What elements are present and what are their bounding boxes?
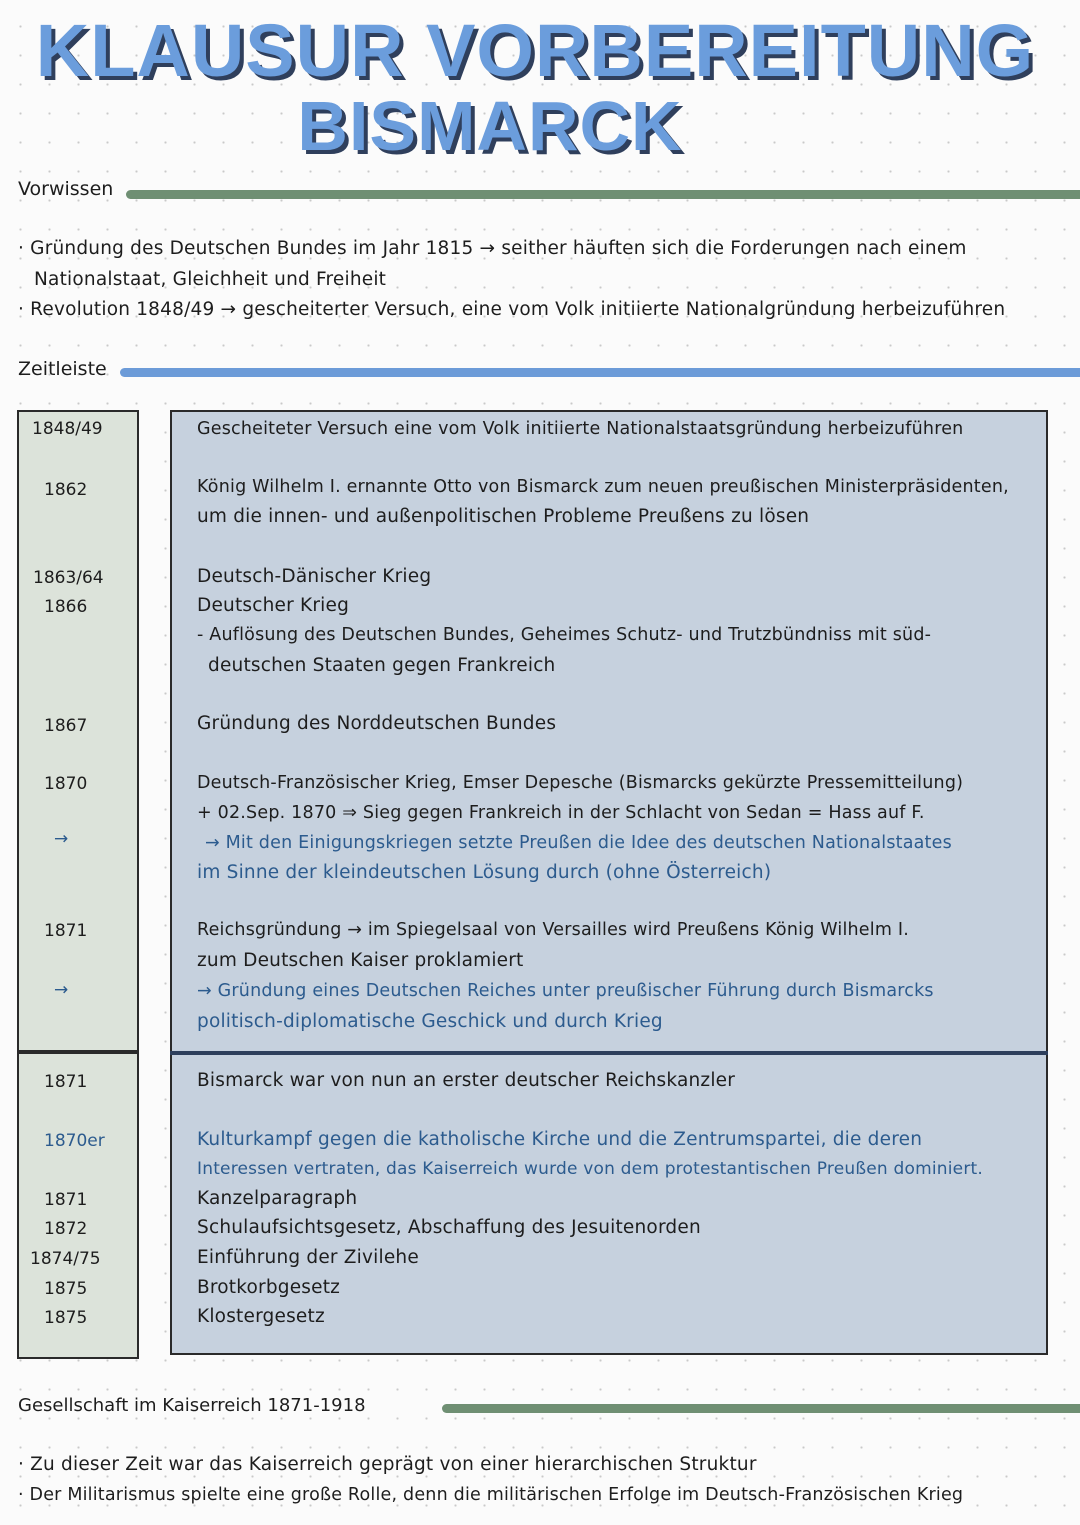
year-label: 1848/49: [32, 419, 103, 439]
box-divider: [170, 1051, 1048, 1055]
event-text: Interessen vertraten, das Kaiserreich wurde von dem protestantischen Preußen dominiert.: [197, 1159, 983, 1179]
box-divider: [17, 1050, 139, 1054]
divider-green: [126, 190, 1080, 199]
event-text: deutschen Staaten gegen Frankreich: [208, 655, 556, 676]
year-label: 1872: [44, 1219, 88, 1239]
vorwissen-line: · Gründung des Deutschen Bundes im Jahr 1815 → seither häuften sich die Forderungen nach einem: [18, 238, 967, 259]
title-line-2: BISMARCK: [297, 87, 683, 165]
event-text: Schulaufsichtsgesetz, Abschaffung des Jesuitenorden: [197, 1217, 701, 1238]
event-text: Deutsch-Französischer Krieg, Emser Depesche (Bismarcks gekürzte Pressemitteilung): [197, 773, 964, 793]
section-heading-zeitleiste: Zeitleiste: [18, 358, 107, 380]
section-heading-gesellschaft: Gesellschaft im Kaiserreich 1871-1918: [18, 1395, 366, 1416]
event-text: + 02.Sep. 1870 ⇒ Sieg gegen Frankreich in der Schlacht von Sedan = Hass auf F.: [197, 803, 925, 823]
divider-blue: [120, 368, 1080, 377]
event-text: König Wilhelm I. ernannte Otto von Bismarck zum neuen preußischen Ministerpräsidenten,: [197, 477, 1009, 497]
event-text: - Auflösung des Deutschen Bundes, Geheimes Schutz- und Trutzbündniss mit süd-: [197, 625, 932, 645]
vorwissen-line: Nationalstaat, Gleichheit und Freiheit: [34, 269, 387, 290]
year-label: 1867: [44, 716, 88, 736]
event-text: Brotkorbgesetz: [197, 1277, 341, 1298]
year-label: 1871: [44, 1072, 88, 1092]
year-label: 1866: [44, 597, 88, 617]
event-text: um die innen- und außenpolitischen Probleme Preußens zu lösen: [197, 506, 810, 527]
event-text: Kulturkampf gegen die katholische Kirche und die Zentrumspartei, die deren: [197, 1129, 923, 1150]
title-line-1: KLAUSUR VORBEREITUNG: [35, 9, 1035, 92]
year-label: 1875: [44, 1308, 88, 1328]
year-label: 1871: [44, 921, 88, 941]
event-text: Gescheiteter Versuch eine vom Volk initiierte Nationalstaatsgründung herbeizuführen: [197, 419, 964, 439]
event-text: Reichsgründung → im Spiegelsaal von Versailles wird Preußens König Wilhelm I.: [197, 920, 909, 940]
event-text: politisch-diplomatische Geschick und durch Krieg: [197, 1011, 663, 1032]
year-label: 1870er: [44, 1131, 105, 1151]
divider-green: [442, 1404, 1080, 1413]
year-label: 1875: [44, 1279, 88, 1299]
year-label: 1871: [44, 1190, 88, 1210]
arrow-icon: →: [54, 980, 69, 1000]
year-label: 1862: [44, 480, 88, 500]
event-text: Bismarck war von nun an erster deutscher Reichskanzler: [197, 1070, 736, 1091]
event-text: Klostergesetz: [197, 1306, 325, 1327]
event-text: → Mit den Einigungskriegen setzte Preußen die Idee des deutschen Nationalstaates: [205, 833, 952, 853]
event-text: Kanzelparagraph: [197, 1188, 358, 1209]
event-text: zum Deutschen Kaiser proklamiert: [197, 950, 524, 971]
event-text: im Sinne der kleindeutschen Lösung durch (ohne Österreich): [197, 862, 772, 883]
event-text: Deutsch-Dänischer Krieg: [197, 566, 432, 587]
gesellschaft-line: · Zu dieser Zeit war das Kaiserreich geprägt von einer hierarchischen Struktur: [18, 1454, 757, 1475]
arrow-icon: →: [54, 829, 69, 849]
gesellschaft-line: · Der Militarismus spielte eine große Rolle, denn die militärischen Erfolge im Deutsch-Französischen Krieg: [18, 1485, 964, 1505]
vorwissen-line: · Revolution 1848/49 → gescheiterter Versuch, eine vom Volk initiierte Nationalgründung herbeizuführen: [18, 299, 1006, 320]
year-label: 1863/64: [33, 568, 104, 588]
section-heading-vorwissen: Vorwissen: [18, 178, 114, 200]
year-column-box: [17, 410, 139, 1359]
event-text: Deutscher Krieg: [197, 595, 350, 616]
year-label: 1874/75: [30, 1249, 101, 1269]
event-text: → Gründung eines Deutschen Reiches unter preußischer Führung durch Bismarcks: [197, 981, 934, 1001]
year-label: 1870: [44, 774, 88, 794]
event-text: Gründung des Norddeutschen Bundes: [197, 713, 557, 734]
event-text: Einführung der Zivilehe: [197, 1247, 419, 1268]
